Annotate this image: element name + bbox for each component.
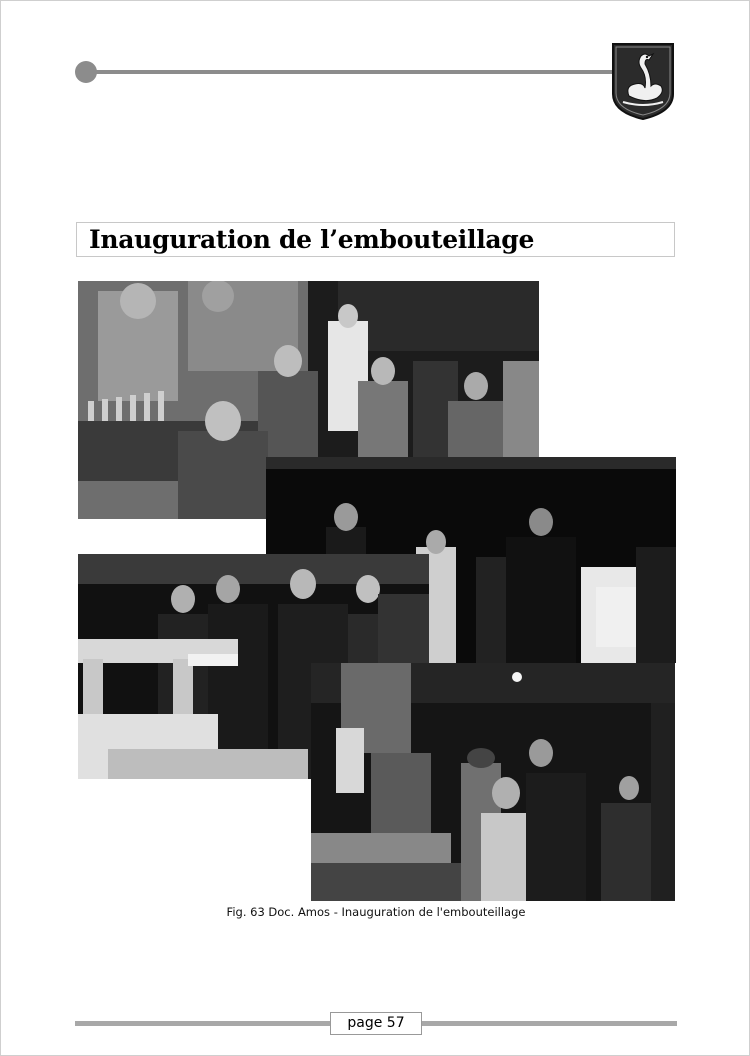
footer-rule-left bbox=[75, 1021, 331, 1026]
figure-caption: Fig. 63 Doc. Amos - Inauguration de l'embouteillage bbox=[226, 905, 526, 919]
footer-rule-right bbox=[421, 1021, 677, 1026]
title-box bbox=[76, 222, 675, 257]
page-number: page 57 bbox=[330, 1012, 422, 1035]
machinery-hall-photo bbox=[311, 663, 675, 901]
page-title: Inauguration de l’embouteillage bbox=[89, 225, 535, 254]
header-rule bbox=[91, 70, 613, 74]
swan-coat-of-arms-icon bbox=[611, 42, 675, 120]
